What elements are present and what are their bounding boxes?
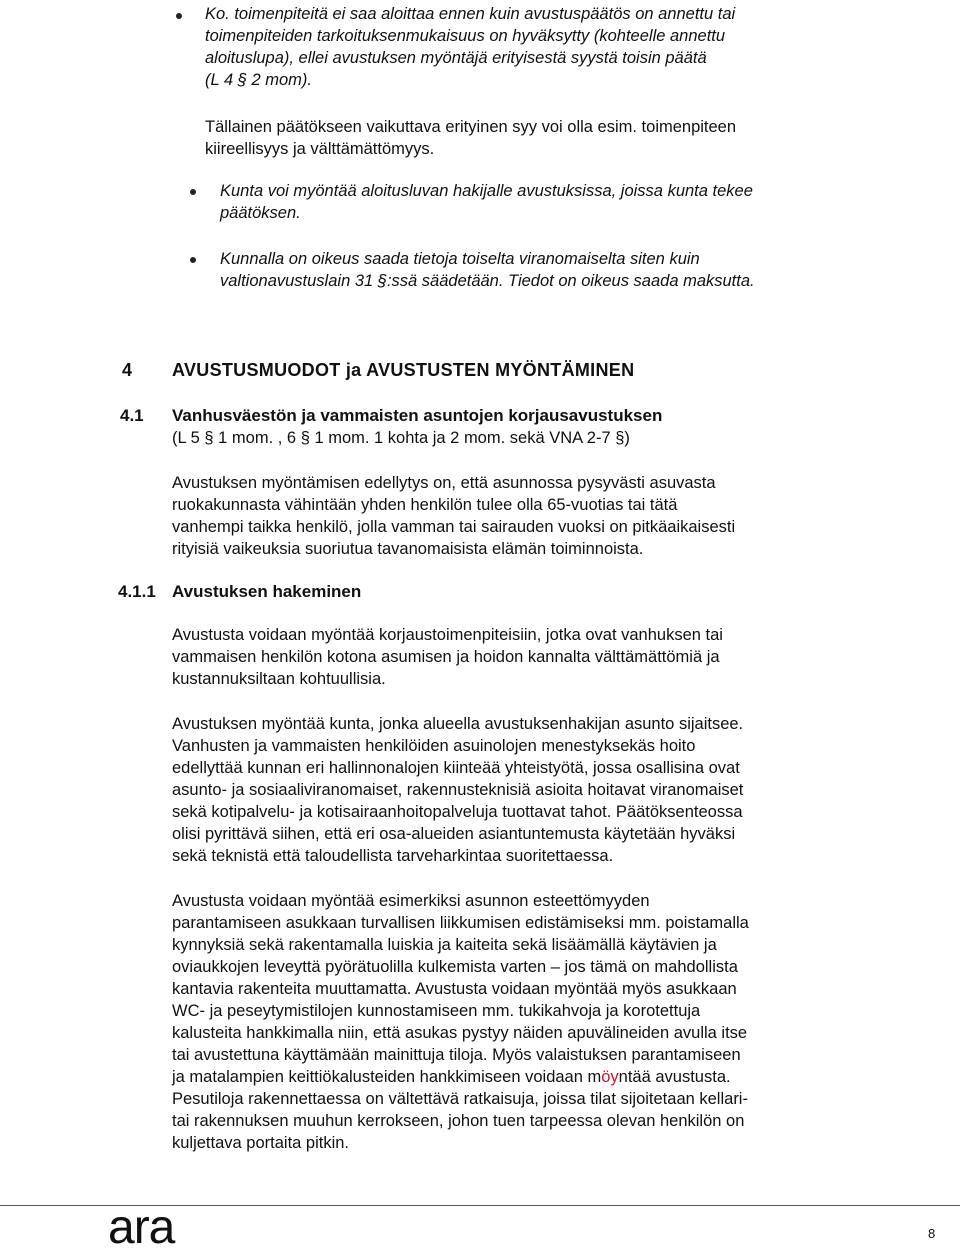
section-411-paragraph-3 (172, 890, 749, 1154)
text-line: edellyttää kunnan eri hallinnonalojen kiinteää yhteistyötä, jossa osallisina ovat (172, 759, 740, 777)
section-41-paragraph (172, 472, 735, 560)
section-4-number: 4 (122, 360, 133, 380)
text-line: Vanhusten ja vammaisten henkilöiden asuinolojen menestyksekäs hoito (172, 737, 696, 755)
text-line: ruokakunnasta vähintään yhden henkilön tulee olla 65-vuotias tai tätä (172, 496, 678, 514)
text-line: asunto- ja sosiaaliviranomaiset, rakennusteknisiä asioita hoitavat viranomaiset (172, 781, 744, 799)
text-line (172, 1066, 749, 1088)
section-41-title: Vanhusväestön ja vammaisten asuntojen korjausavustuksen (172, 406, 663, 425)
text-line: kustannuksiltaan kohtuullisia. (172, 670, 386, 688)
text-fragment: ja matalampien keittiökalusteiden hankkimiseen voidaan m (172, 1068, 602, 1086)
intro-bullet-text (205, 3, 735, 91)
text-line: Tällainen päätökseen vaikuttava erityinen syy voi olla esim. toimenpiteen (205, 118, 737, 136)
text-line: Avustuksen myöntää kunta, jonka alueella avustuksenhakijan asunto sijaitsee. (172, 715, 744, 733)
text-line: WC- ja peseytymistilojen kunnostamiseen mm. tukikahvoja ja korotettuja (172, 1002, 701, 1020)
text-line: Avustuksen myöntämisen edellytys on, että asunnossa pysyvästi asuvasta (172, 474, 716, 492)
text-line: vammaisen henkilön kotona asumisen ja hoidon kannalta välttämättömiä ja (172, 648, 720, 666)
highlighted-text: öy (601, 1068, 619, 1086)
text-line: Ko. toimenpiteitä ei saa aloittaa ennen kuin avustuspäätös on annettu tai (205, 5, 736, 23)
text-line: rityisiä vaikeuksia suoriutua tavanomaisista elämän toiminnoista. (172, 540, 644, 558)
section-411-paragraph-1 (172, 624, 723, 690)
intro-note (205, 116, 736, 160)
text-line: kuljettava portaita pitkin. (172, 1134, 350, 1152)
text-line: kantavia rakenteita muuttamatta. Avustusta voidaan myöntää myös asukkaan (172, 980, 737, 998)
bullet-dot (190, 189, 196, 195)
ara-logo: ara (108, 1201, 175, 1254)
section-41-number: 4.1 (120, 406, 144, 425)
text-line: valtionavustuslain 31 §:ssä säädetään. Tiedot on oikeus saada maksutta. (220, 272, 755, 290)
text-line: Pesutiloja rakennettaessa on vältettävä ratkaisuja, joissa tilat sijoitetaan kellari- (172, 1090, 748, 1108)
section-411-paragraph-2 (172, 713, 743, 867)
section-411-number: 4.1.1 (118, 582, 156, 601)
text-line: vanhempi taikka henkilö, jolla vamman tai sairauden vuoksi on pitkäaikaisesti (172, 518, 736, 536)
text-line: tai avustettuna käyttämään mainittuja tiloja. Myös valaistuksen parantamiseen (172, 1046, 741, 1064)
text-line: parantamiseen asukkaan turvallisen liikkumisen edistämiseksi mm. poistamalla (172, 914, 749, 932)
text-line: Avustusta voidaan myöntää esimerkiksi asunnon esteettömyyden (172, 892, 650, 910)
text-line: sekä teknistä että taloudellista tarveharkintaa suoritettaessa. (172, 847, 614, 865)
section-4-title: AVUSTUSMUODOT ja AVUSTUSTEN MYÖNTÄMINEN (172, 360, 635, 380)
section-41-ref: (L 5 § 1 mom. , 6 § 1 mom. 1 kohta ja 2 mom. sekä VNA 2-7 §) (172, 429, 630, 447)
text-line: Kunta voi myöntää aloitusluvan hakijalle avustuksissa, joissa kunta tekee (220, 182, 753, 200)
text-line: sekä kotipalvelu- ja kotisairaanhoitopalveluja tuottavat tahot. Päätöksenteossa (172, 803, 743, 821)
text-line: kynnyksiä sekä rakentamalla luiskia ja kaiteita sekä lisäämällä käytävien ja (172, 936, 717, 954)
sub-bullet-2 (220, 248, 755, 292)
bullet-dot (176, 13, 182, 19)
section-411-title: Avustuksen hakeminen (172, 582, 362, 601)
text-line: Avustusta voidaan myöntää korjaustoimenpiteisiin, jotka ovat vanhuksen tai (172, 626, 723, 644)
text-line: aloituslupa), ellei avustuksen myöntäjä erityisestä syystä toisin päätä (205, 49, 707, 67)
text-line: toimenpiteiden tarkoituksenmukaisuus on hyväksytty (kohteelle annettu (205, 27, 726, 45)
text-line: kalusteita hankkimalla niin, että asukas pystyy näiden apuvälineiden avulla itse (172, 1024, 748, 1042)
text-line: päätöksen. (220, 204, 301, 222)
bullet-dot (190, 257, 196, 263)
text-line: (L 4 § 2 mom). (205, 71, 312, 89)
text-line: Kunnalla on oikeus saada tietoja toiselta viranomaiselta siten kuin (220, 250, 700, 268)
text-fragment: ntää avustusta. (618, 1068, 731, 1086)
text-line: tai rakennuksen muuhun kerrokseen, johon tuen tarpeessa olevan henkilön on (172, 1112, 745, 1130)
page-number: 8 (928, 1226, 936, 1241)
text-line: olisi pyrittävä siihen, että eri osa-alueiden asiantuntemusta käytetään hyväksi (172, 825, 736, 843)
text-line: kiireellisyys ja välttämättömyys. (205, 140, 435, 158)
text-line: oviaukkojen leveyttä pyörätuolilla kulkemista varten – jos tämä on mahdollista (172, 958, 738, 976)
sub-bullet-1 (220, 180, 753, 224)
